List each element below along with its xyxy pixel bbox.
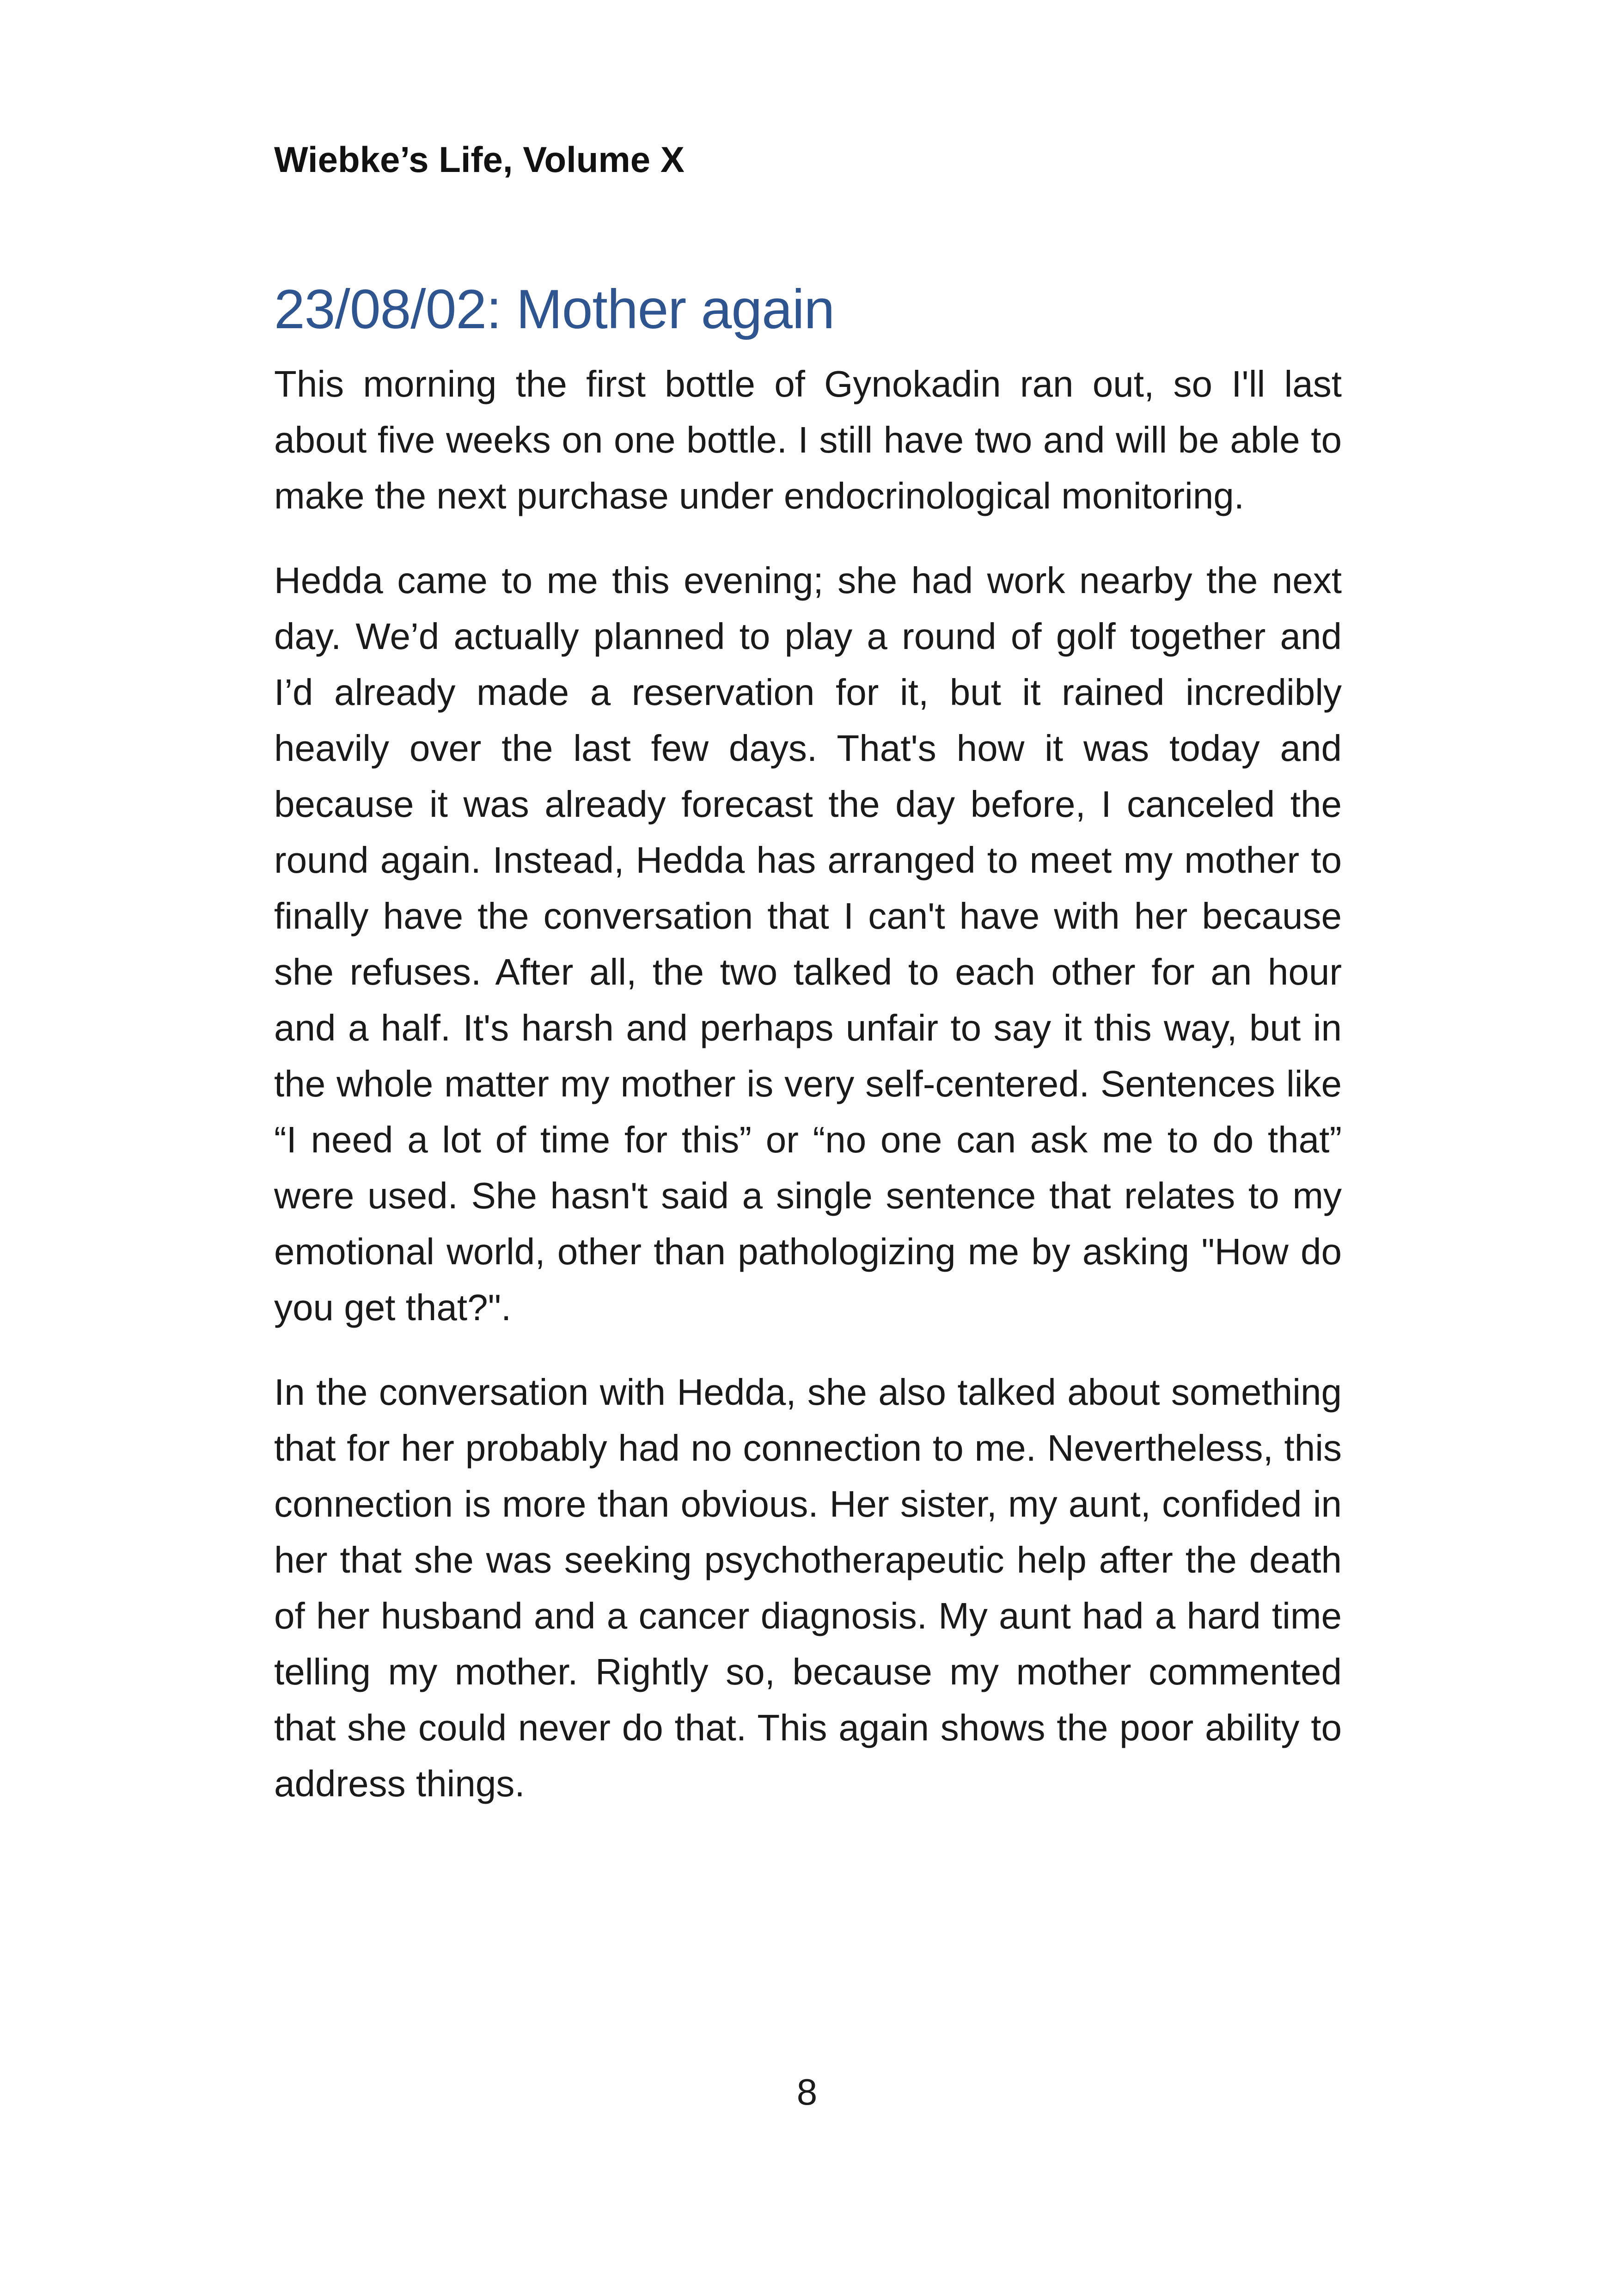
paragraph-1: This morning the first bottle of Gynokadin ran out, so I'll last about five weeks on one bottle. I still have two and will be able to make the next purchase under endocrinological monitoring. [274, 363, 1342, 516]
running-header: Wiebke’s Life, Volume X [274, 139, 685, 180]
paragraph-2: Hedda came to me this evening; she had work nearby the next day. We’d actually planned to play a round of golf together and I’d already made a reservation for it, but it rained incredibly heavily over the last few days. That's how it was today and because it was already forecast the day before, I canceled the round again. Instead, Hedda has arranged to meet my mother to finally have the conversation that I can't have with her because she refuses. After all, the two talked to each other for an hour and a half. It's harsh and perhaps unfair to say it this way, but in the whole matter my mother is very self-centered. Sentences like “I need a lot of time for this” or “no one can ask me to do that” were used. She hasn't said a single sentence that relates to my emotional world, other than pathologizing me by asking "How do you get that?". [274, 560, 1342, 1328]
chapter-title: 23/08/02: Mother again [274, 278, 835, 340]
paragraph-3: In the conversation with Hedda, she also talked about something that for her probably had no connection to me. Nevertheless, this connection is more than obvious. Her sister, my aunt, confided in her that she was seeking psychotherapeutic help after the death of her husband and a cancer diagnosis. My aunt had a hard time telling my mother. Rightly so, because my mother commented that she could never do that. This again shows the poor ability to address things. [274, 1371, 1342, 1804]
body-text [274, 356, 1342, 1840]
page-number: 8 [796, 2071, 818, 2112]
